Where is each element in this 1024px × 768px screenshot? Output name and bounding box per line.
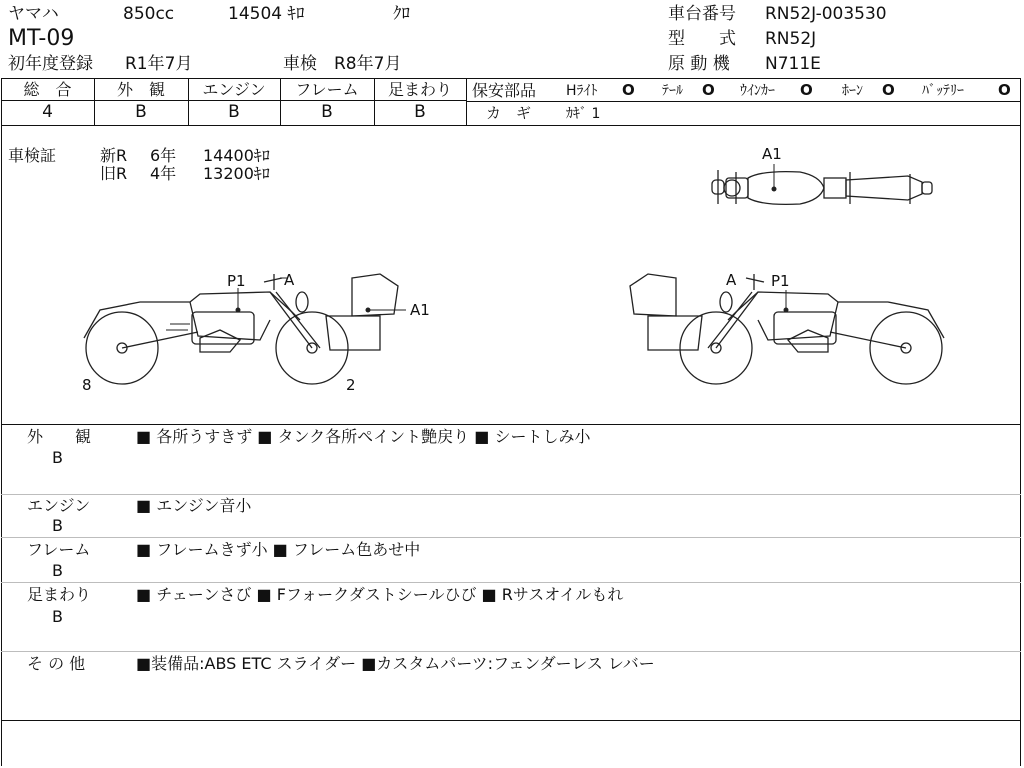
maker: ヤマハ: [8, 4, 59, 24]
safety-parts-label: 保安部品: [472, 81, 537, 100]
top-view-mark-a1: A1: [762, 145, 782, 163]
note-text: ■ エンジン音小: [136, 496, 252, 515]
right-view-mark-a: A: [726, 271, 737, 289]
note-grade: B: [52, 448, 63, 467]
safety-item-winker: ｳｲﾝｶｰ: [740, 83, 775, 99]
left-view-mark-p1: P1: [227, 272, 246, 290]
exterior-grade-label: 外 観: [116, 80, 165, 99]
safety-item-battery-mark: O: [998, 81, 1011, 99]
certificate-old-km: 13200ｷﾛ: [203, 164, 270, 183]
note-grade: B: [52, 516, 63, 535]
frame-number-label: 車台番号: [668, 4, 736, 24]
notes-separator: [1, 494, 1021, 495]
key-label: カ ギ: [486, 104, 532, 122]
color: ｸﾛ: [393, 4, 410, 24]
frame-number-value: RN52J-003530: [765, 4, 887, 24]
inspection-label: 車検: [283, 54, 317, 74]
note-category: 外 観: [27, 427, 92, 446]
displacement: 850cc: [123, 4, 175, 24]
overall-grade-value: 4: [42, 102, 53, 122]
grade-row-bottom: [1, 125, 1021, 126]
engine-model-value: N711E: [765, 54, 821, 74]
overall-grade-label: 総 合: [23, 80, 72, 99]
safety-item-tail-mark: O: [702, 81, 715, 99]
note-text: ■装備品:ABS ETC スライダー ■カスタムパーツ:フェンダーレス レバー: [136, 654, 655, 673]
safety-item-horn: ﾎｰﾝ: [842, 83, 863, 99]
safety-underline: [466, 101, 1021, 102]
notes-separator: [1, 651, 1021, 652]
frame-grade-value: B: [321, 102, 333, 122]
left-view-front-number: 2: [346, 376, 356, 394]
safety-item-headlight-mark: O: [622, 81, 635, 99]
note-category: 足まわり: [27, 585, 92, 604]
safety-item-winker-mark: O: [800, 81, 813, 99]
safety-item-battery: ﾊﾞｯﾃﾘｰ: [922, 83, 964, 99]
note-category: フレーム: [27, 540, 91, 559]
suspension-grade-value: B: [414, 102, 426, 122]
right-view-mark-p1: P1: [771, 272, 790, 290]
note-text: ■ フレームきず小 ■ フレーム色あせ中: [136, 540, 421, 559]
frame-grade-label: フレーム: [295, 80, 359, 99]
note-category: そ の 他: [27, 654, 86, 673]
notes-bottom-line: [1, 720, 1021, 721]
certificate-new-years: 6年: [150, 146, 177, 165]
first-registration-value: R1年7月: [125, 54, 193, 74]
certificate-label: 車検証: [8, 146, 57, 165]
note-grade: B: [52, 607, 63, 626]
motorcycle-top-view-icon: [700, 160, 950, 220]
left-view-mark-a: A: [284, 271, 295, 289]
left-view-mark-a1: A1: [410, 301, 430, 319]
certificate-old-label: 旧R: [100, 164, 128, 183]
exterior-grade-value: B: [135, 102, 147, 122]
model-name: MT-09: [8, 26, 75, 51]
first-registration-label: 初年度登録: [8, 54, 93, 74]
engine-grade-value: B: [228, 102, 240, 122]
type-value: RN52J: [765, 29, 817, 49]
safety-item-tail: ﾃｰﾙ: [662, 83, 683, 99]
safety-item-headlight: Hﾗｲﾄ: [566, 83, 598, 99]
key-value: ｶｷﾞ 1: [566, 106, 601, 122]
safety-item-horn-mark: O: [882, 81, 895, 99]
grade-header-underline: [1, 100, 466, 101]
suspension-grade-label: 足まわり: [387, 80, 452, 99]
mileage: 14504 ｷﾛ: [228, 4, 305, 24]
left-view-rear-number: 8: [82, 376, 92, 394]
inspection-value: R8年7月: [334, 54, 402, 74]
note-category: エンジン: [27, 496, 91, 515]
note-text: ■ チェーンさび ■ Fフォークダストシールひび ■ Rサスオイルもれ: [136, 585, 624, 604]
certificate-new-label: 新R: [100, 146, 128, 165]
note-text: ■ 各所うすきず ■ タンク各所ペイント艶戻り ■ シートしみ小: [136, 427, 591, 446]
note-grade: B: [52, 561, 63, 580]
type-label: 型 式: [668, 29, 736, 49]
engine-grade-label: エンジン: [202, 80, 266, 99]
notes-separator: [1, 537, 1021, 538]
notes-top-line: [1, 424, 1021, 425]
certificate-old-years: 4年: [150, 164, 177, 183]
certificate-new-km: 14400ｷﾛ: [203, 146, 270, 165]
notes-separator: [1, 582, 1021, 583]
engine-model-label: 原 動 機: [668, 54, 730, 74]
